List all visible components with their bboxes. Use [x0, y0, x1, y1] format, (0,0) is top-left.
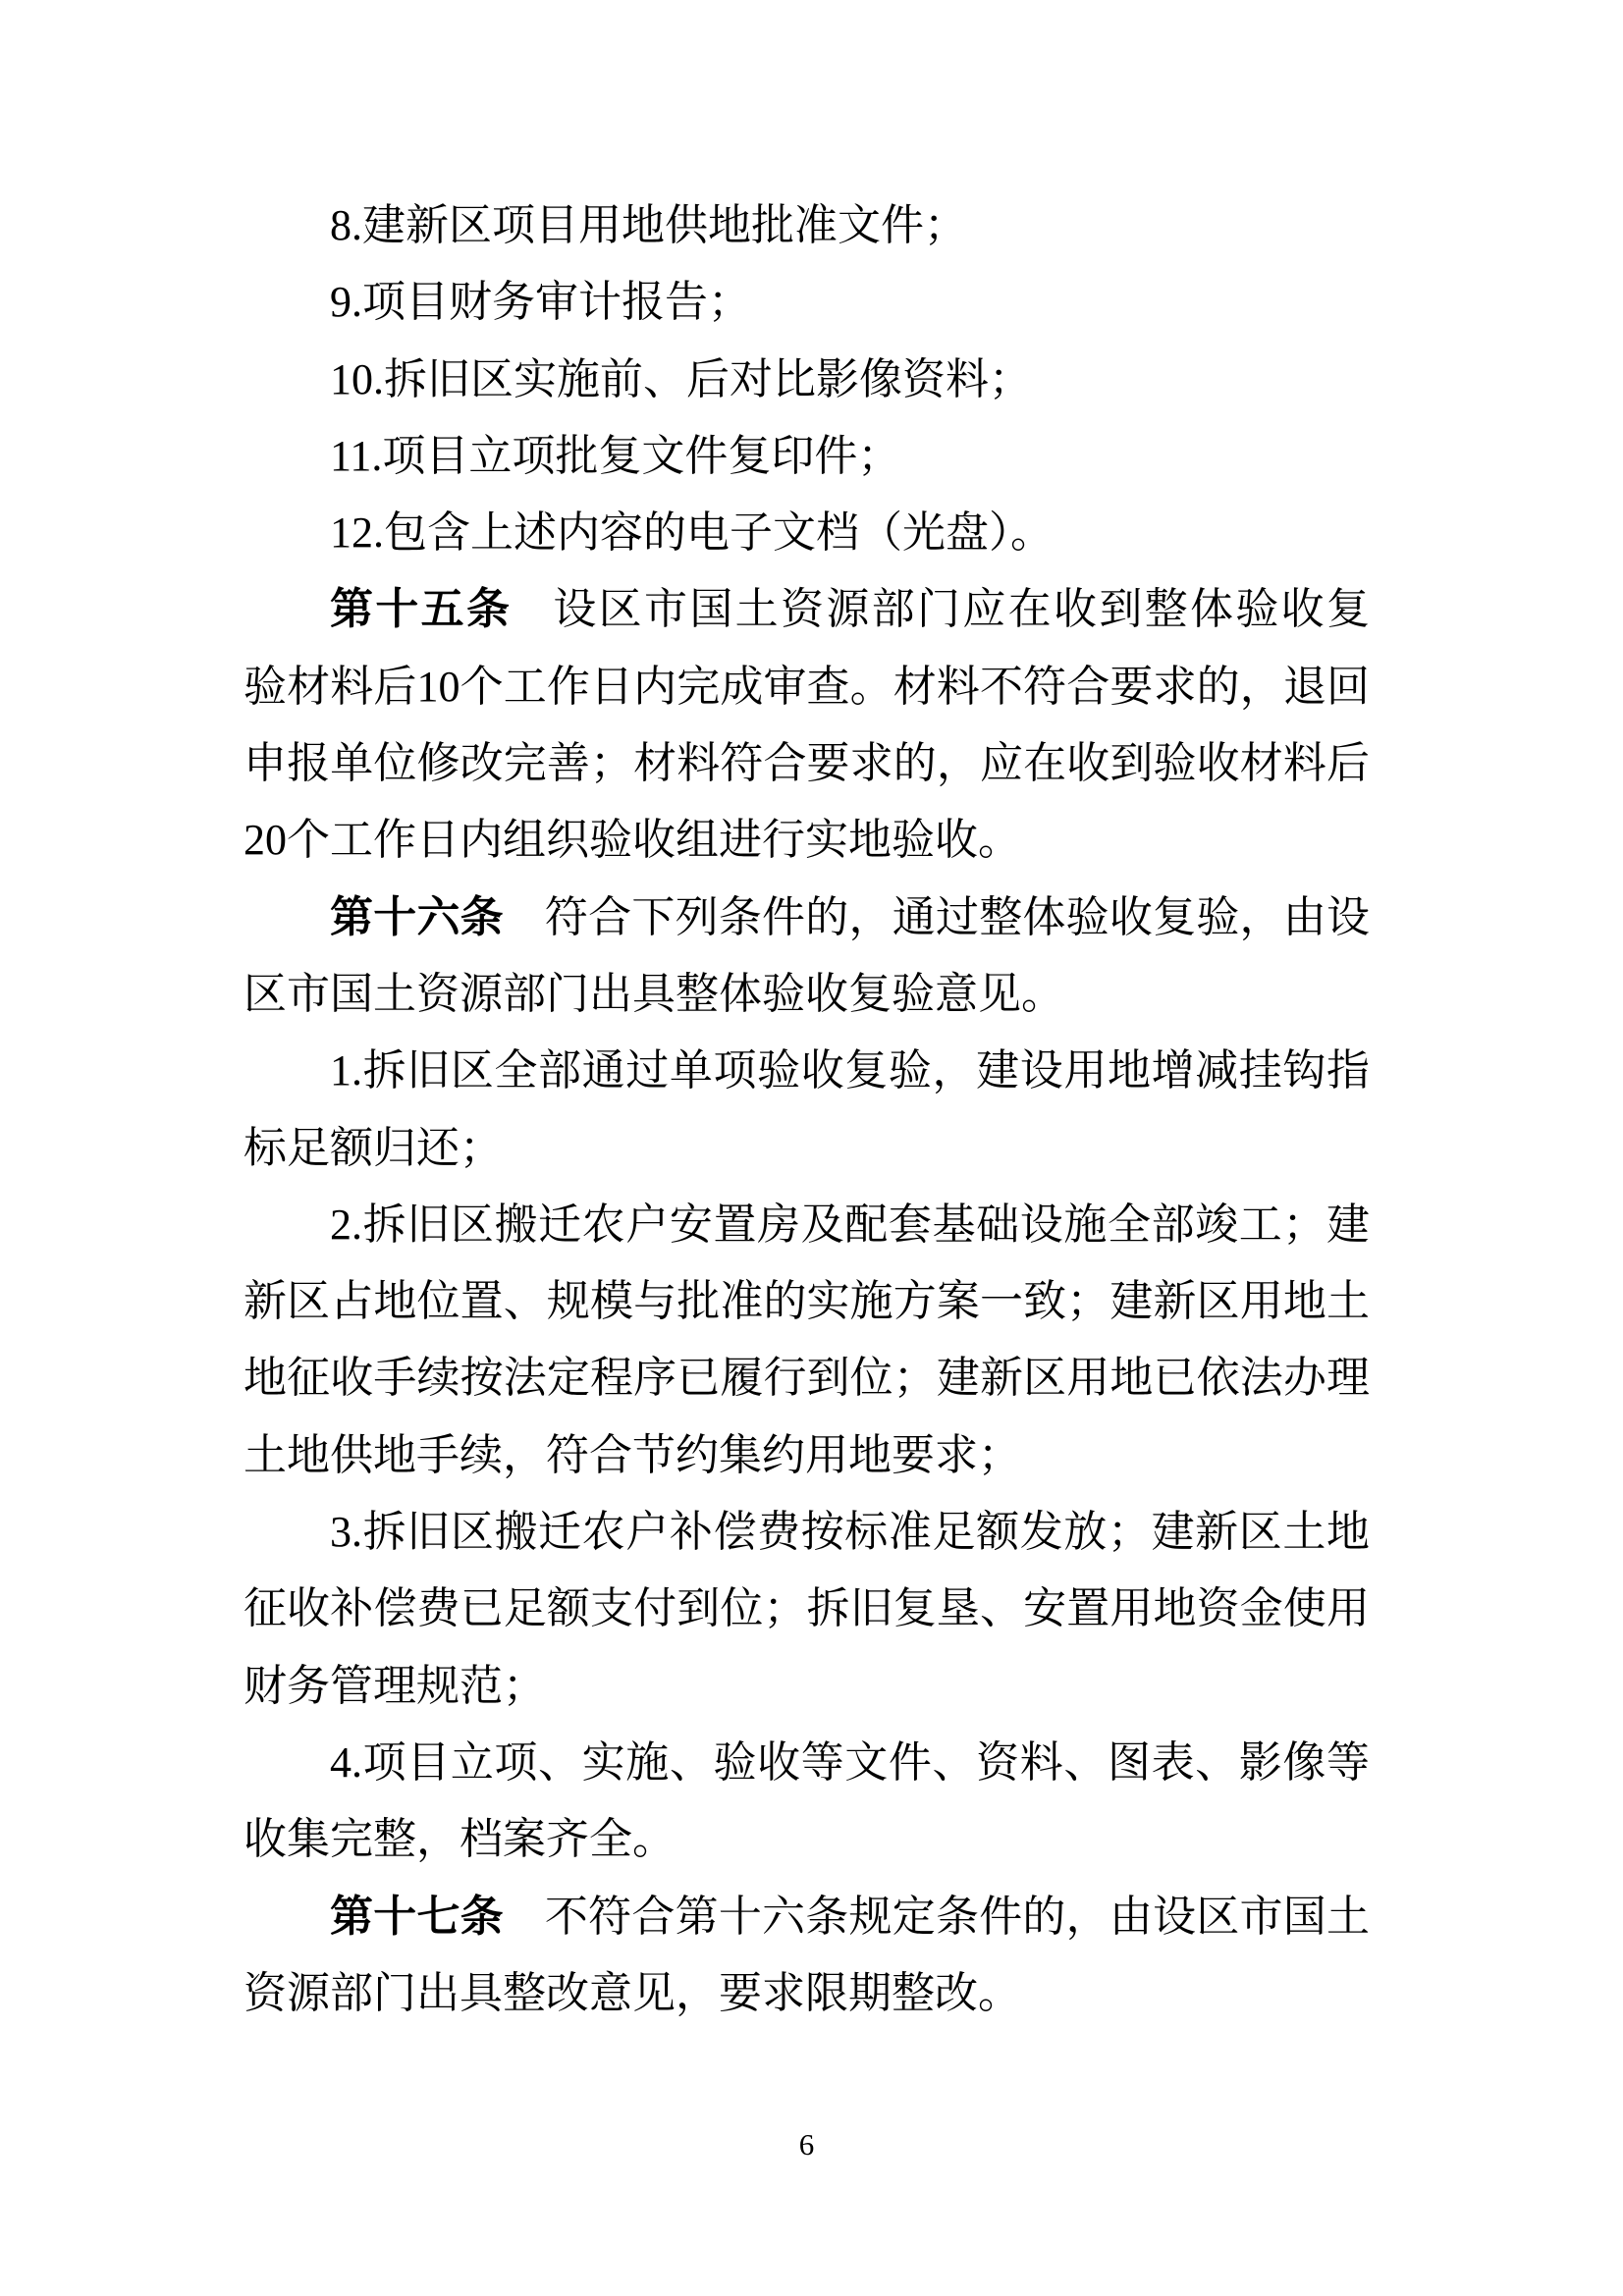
page-number: 6: [798, 2127, 815, 2162]
text-line: [243, 1494, 1370, 1571]
text-line: [243, 649, 1370, 725]
line-text: 2.拆旧区搬迁农户安置房及配套基础设施全部竣工；建: [330, 1200, 1370, 1249]
line-text: 申报单位修改完善；材料符合要求的，应在收到验收材料后: [243, 739, 1370, 788]
text-line: [243, 1571, 1370, 1647]
line-text: 标足额归还；: [243, 1123, 503, 1172]
text-line: [243, 495, 1370, 571]
text-line: [243, 1417, 1370, 1494]
line-text: 11.项目立项批复文件复印件；: [330, 431, 901, 480]
line-text: 土地供地手续，符合节约集约用地要求；: [243, 1430, 1021, 1479]
text-line: [243, 1110, 1370, 1187]
line-text: 1.拆旧区全部通过单项验收复验，建设用地增减挂钩指: [330, 1046, 1370, 1095]
text-line: [243, 1801, 1370, 1878]
line-text: 10.拆旧区实施前、后对比影像资料；: [330, 354, 1032, 403]
line-text: 征收补偿费已足额支付到位；拆旧复垦、安置用地资金使用: [243, 1584, 1370, 1633]
clause-term: 第十七条: [330, 1892, 504, 1941]
line-text: 地征收手续按法定程序已履行到位；建新区用地已依法办理: [243, 1354, 1370, 1403]
text-line: [243, 956, 1370, 1033]
line-text: 收集完整，档案齐全。: [243, 1815, 676, 1864]
line-text: 20个工作日内组织验收组进行实地验收。: [243, 816, 1021, 865]
line-text: 财务管理规范；: [243, 1661, 546, 1710]
document-body: [243, 187, 1370, 2032]
line-text: 8.建新区项目用地供地批准文件；: [330, 201, 967, 249]
line-text: 9.项目财务审计报告；: [330, 278, 751, 327]
text-line: [243, 418, 1370, 495]
text-line: [243, 187, 1370, 264]
text-line: [243, 342, 1370, 418]
clause-term: 第十五条: [330, 585, 513, 634]
text-line: [243, 264, 1370, 341]
line-text: 区市国土资源部门出具整体验收复验意见。: [243, 969, 1064, 1018]
text-line: [243, 802, 1370, 879]
line-text: 资源部门出具整改意见，要求限期整改。: [243, 1968, 1021, 2017]
line-text: 3.拆旧区搬迁农户补偿费按标准足额发放；建新区土地: [330, 1508, 1370, 1557]
text-line: [243, 1340, 1370, 1416]
line-text: 4.项目立项、实施、验收等文件、资料、图表、影像等: [330, 1737, 1370, 1787]
line-text: 设区市国土资源部门应在收到整体验收复: [553, 585, 1371, 634]
text-line: [243, 1187, 1370, 1263]
text-line: [243, 725, 1370, 802]
line-text: 不符合第十六条规定条件的，由设区市国土: [544, 1892, 1371, 1941]
line-text: 验材料后10个工作日内完成审查。材料不符合要求的，退回: [243, 662, 1370, 711]
clause-term: 第十六条: [330, 892, 504, 941]
text-line: [243, 1879, 1370, 1955]
line-text: 新区占地位置、规模与批准的实施方案一致；建新区用地土: [243, 1277, 1370, 1326]
text-line: [243, 571, 1370, 648]
text-line: [243, 1955, 1370, 2032]
line-text: 12.包含上述内容的电子文档（光盘）。: [330, 508, 1054, 558]
text-line: [243, 1033, 1370, 1109]
text-line: [243, 880, 1370, 956]
text-line: [243, 1648, 1370, 1725]
line-text: 符合下列条件的，通过整体验收复验，由设: [544, 892, 1371, 941]
text-line: [243, 1725, 1370, 1801]
text-line: [243, 1263, 1370, 1340]
